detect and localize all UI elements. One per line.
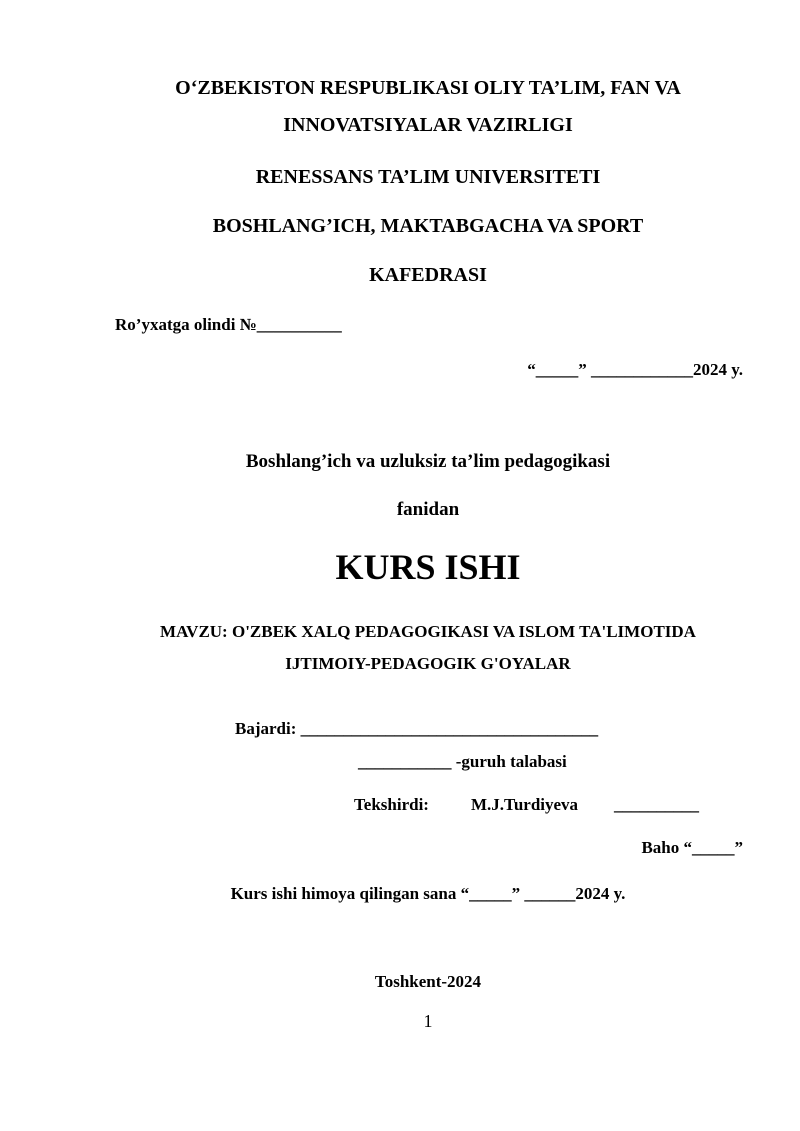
university-name: RENESSANS TA’LIM UNIVERSITETI <box>255 166 601 188</box>
topic-line-1: MAVZU: O'ZBEK XALQ PEDAGOGIKASI VA ISLOM TA'LIMOTIDA <box>160 622 696 641</box>
registration-date: “_____” ____________2024 y. <box>527 360 743 379</box>
ministry-line-1: O‘ZBEKISTON RESPUBLIKASI OLIY TA’LIM, FAN VA <box>175 77 681 99</box>
checker-name: M.J.Turdiyeva <box>471 795 579 814</box>
checked-by-label: Tekshirdi: <box>354 795 429 814</box>
department-line-1: BOSHLANG’ICH, MAKTABGACHA VA SPORT <box>212 215 644 237</box>
subject-suffix: fanidan <box>396 499 460 520</box>
topic-line-2: IJTIMOIY-PEDAGOGIK G'OYALAR <box>285 654 571 673</box>
student-group: ___________ -guruh talabasi <box>358 752 567 771</box>
registration-number: Ro’yxatga olindi №__________ <box>115 315 342 334</box>
department-line-2: KAFEDRASI <box>369 264 487 286</box>
city-year: Toshkent-2024 <box>374 972 482 991</box>
ministry-line-2: INNOVATSIYALAR VAZIRLIGI <box>283 114 573 136</box>
performed-by: Bajardi: ___________________________________ <box>235 719 599 738</box>
subject-name: Boshlang’ich va uzluksiz ta’lim pedagogikasi <box>245 451 611 472</box>
document-type-title: KURS ISHI <box>335 547 521 587</box>
grade: Baho “_____” <box>641 838 743 857</box>
page-number: 1 <box>423 1011 433 1031</box>
defense-date: Kurs ishi himoya qilingan sana “_____” ______2024 y. <box>230 884 626 903</box>
checker-signature-blank: __________ <box>614 795 699 814</box>
